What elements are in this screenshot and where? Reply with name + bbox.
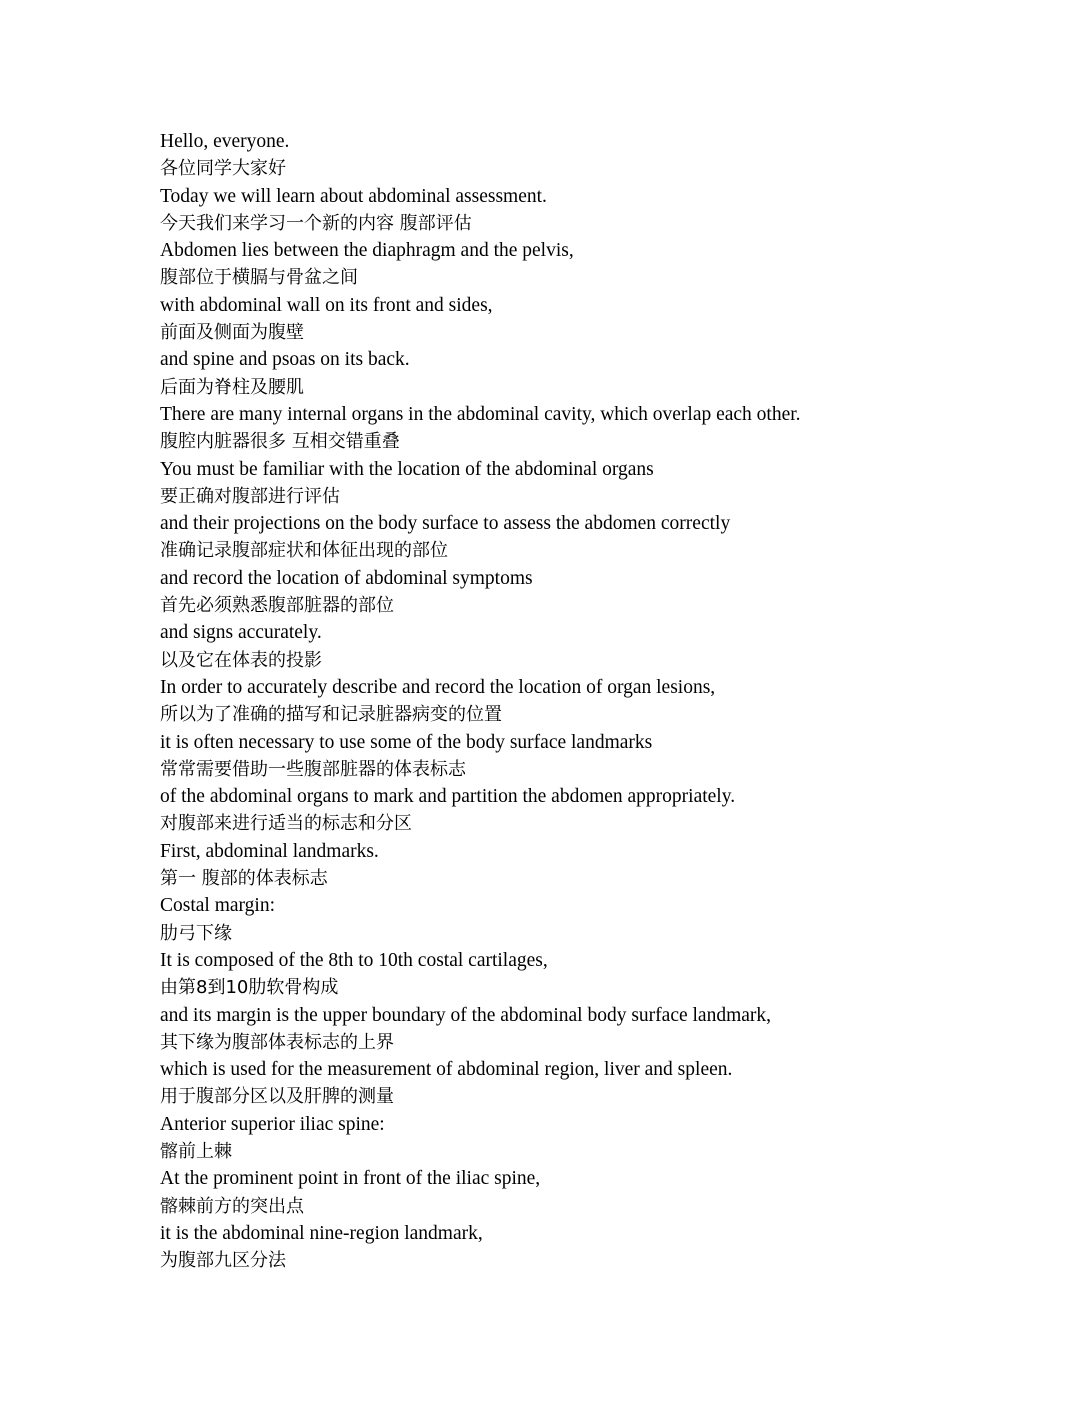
english-line: First, abdominal landmarks. (160, 840, 379, 862)
english-line: Anterior superior iliac spine: (160, 1113, 385, 1135)
chinese-line: 以及它在体表的投影 (160, 649, 322, 671)
chinese-line: 髂前上棘 (160, 1140, 232, 1162)
english-line: At the prominent point in front of the iliac spine, (160, 1168, 541, 1190)
english-line: and spine and psoas on its back. (160, 349, 410, 371)
chinese-line: 由第8到10肋软骨构成 (160, 977, 339, 999)
chinese-line: 肋弓下缘 (160, 922, 232, 944)
english-line: which is used for the measurement of abdominal region, liver and spleen. (160, 1059, 733, 1081)
english-line: and signs accurately. (160, 622, 322, 644)
english-line: Hello, everyone. (160, 131, 290, 152)
chinese-line: 今天我们来学习一个新的内容 腹部评估 (160, 212, 472, 234)
chinese-line: 准确记录腹部症状和体征出现的部位 (160, 540, 448, 562)
chinese-line: 第一 腹部的体表标志 (160, 868, 328, 890)
english-line: and record the location of abdominal symptoms (160, 567, 533, 589)
chinese-line: 前面及侧面为腹壁 (160, 322, 304, 344)
english-line: There are many internal organs in the abdominal cavity, which overlap each other. (160, 403, 801, 425)
english-line: it is the abdominal nine-region landmark, (160, 1222, 483, 1244)
english-line: You must be familiar with the location of the abdominal organs (160, 458, 654, 480)
english-line: with abdominal wall on its front and sides, (160, 294, 493, 316)
chinese-line: 后面为脊柱及腰肌 (160, 376, 304, 398)
english-line: and its margin is the upper boundary of the abdominal body surface landmark, (160, 1004, 772, 1026)
english-line: Abdomen lies between the diaphragm and the pelvis, (160, 240, 574, 262)
chinese-line: 用于腹部分区以及肝脾的测量 (160, 1086, 394, 1108)
document-page (160, 128, 1040, 1274)
chinese-line: 首先必须熟悉腹部脏器的部位 (160, 595, 394, 617)
chinese-line: 要正确对腹部进行评估 (160, 485, 340, 507)
chinese-line: 所以为了准确的描写和记录脏器病变的位置 (160, 704, 502, 726)
english-line: Today we will learn about abdominal assessment. (160, 185, 547, 207)
english-line: and their projections on the body surface to assess the abdomen correctly (160, 513, 731, 535)
english-line: it is often necessary to use some of the body surface landmarks (160, 731, 653, 753)
english-line: Costal margin: (160, 895, 276, 917)
english-line: of the abdominal organs to mark and partition the abdomen appropriately. (160, 786, 736, 808)
chinese-line: 常常需要借助一些腹部脏器的体表标志 (160, 758, 466, 780)
chinese-line: 各位同学大家好 (160, 158, 286, 180)
chinese-line: 腹部位于横膈与骨盆之间 (160, 267, 358, 289)
english-line: In order to accurately describe and record the location of organ lesions, (160, 676, 716, 698)
chinese-line: 对腹部来进行适当的标志和分区 (160, 813, 412, 835)
chinese-line: 为腹部九区分法 (160, 1250, 286, 1272)
chinese-line: 腹腔内脏器很多 互相交错重叠 (160, 431, 400, 453)
chinese-line: 髂棘前方的突出点 (160, 1195, 304, 1217)
english-line: It is composed of the 8th to 10th costal cartilages, (160, 949, 548, 971)
chinese-line: 其下缘为腹部体表标志的上界 (160, 1031, 394, 1053)
